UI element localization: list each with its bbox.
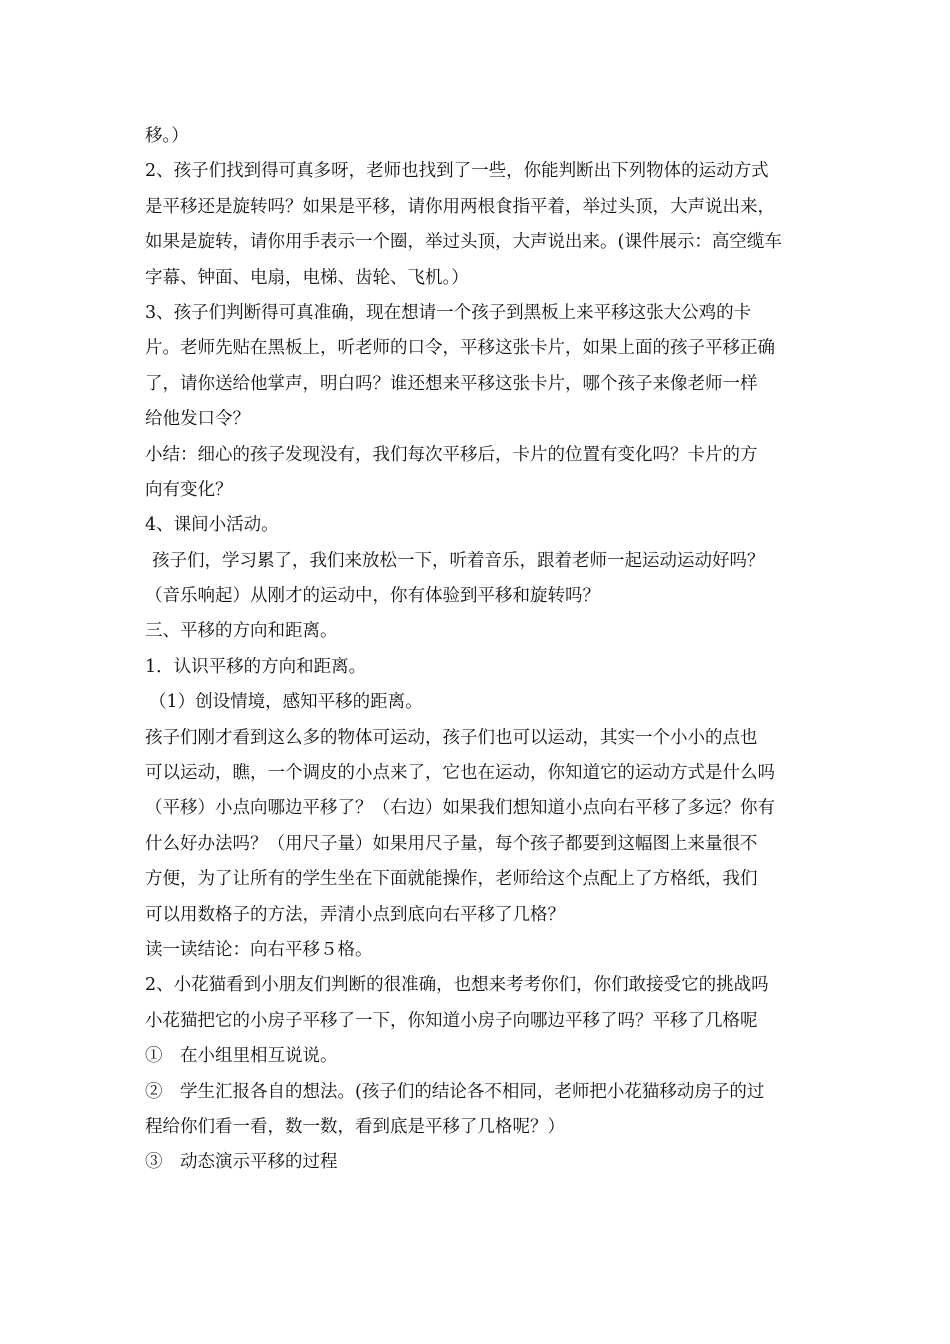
- text-line: 给他发口令？: [145, 409, 250, 430]
- text-line: 字幕、钟面、电扇，电梯、齿轮、飞机。）: [145, 267, 469, 288]
- text-line: 2、小花猫看到小朋友们判断的很准确，也想来考考你们，你们敢接受它的挑战吗: [145, 975, 769, 996]
- text-line: 程给你们看一看，数一数，看到底是平移了几格呢？）: [145, 1116, 565, 1137]
- text-line: 可以运动，瞧，一个调皮的小点来了，它也在运动，你知道它的运动方式是什么吗: [145, 763, 775, 784]
- text-line: 3、孩子们判断得可真准确，现在想请一个孩子到黑板上来平移这张大公鸡的卡: [145, 302, 752, 323]
- text-line: 了，请你送给他掌声，明白吗？谁还想来平移这张卡片，哪个孩子来像老师一样: [145, 373, 758, 394]
- text-line: 2、孩子们找到得可真多呀，老师也找到了一些，你能判断出下列物体的运动方式: [145, 161, 769, 182]
- text-line: 是平移还是旋转吗？如果是平移，请你用两根食指平着，举过头顶，大声说出来，: [145, 196, 775, 217]
- text-line: 读一读结论：向右平移５格。: [145, 939, 373, 960]
- text-line: （平移）小点向哪边平移了？（右边）如果我们想知道小点向右平移了多远？你有: [145, 798, 775, 819]
- text-line: 移。）: [145, 126, 189, 146]
- text-line: 孩子们，学习累了，我们来放松一下，听着音乐，跟着老师一起运动运动好吗？: [152, 550, 765, 571]
- text-line: 什么好办法吗？（用尺子量）如果用尺子量，每个孩子都要到这幅图上来量很不: [145, 833, 758, 854]
- text-line: 小花猫把它的小房子平移了一下，你知道小房子向哪边平移了吗？平移了几格呢: [145, 1010, 758, 1031]
- list-item: ① 在小组里相互说说。: [145, 1046, 338, 1067]
- subsection-heading: 1．认识平移的方向和距离。: [145, 656, 367, 677]
- list-item: ② 学生汇报各自的想法。(孩子们的结论各不相同，老师把小花猫移动房子的过: [145, 1081, 765, 1102]
- text-line: 孩子们刚才看到这么多的物体可运动，孩子们也可以运动，其实一个小小的点也: [145, 727, 758, 748]
- text-line: 片。老师先贴在黑板上，听老师的口令，平移这张卡片，如果上面的孩子平移正确: [145, 338, 775, 359]
- text-line: 4、课间小活动。: [145, 515, 279, 536]
- text-line: 向有变化？: [145, 479, 233, 500]
- section-heading: 三、平移的方向和距离。: [145, 621, 338, 642]
- document-body: [145, 119, 810, 1181]
- list-item: ③ 动态演示平移的过程: [145, 1152, 338, 1173]
- text-line: 如果是旋转，请你用手表示一个圈，举过头顶，大声说出来。(课件展示：高空缆车: [145, 232, 782, 253]
- text-line: 方便，为了让所有的学生坐在下面就能操作，老师给这个点配上了方格纸，我们: [145, 869, 758, 890]
- subsection-heading: （1）创设情境，感知平移的距离。: [149, 692, 423, 713]
- text-line: （音乐响起）从刚才的运动中，你有体验到平移和旋转吗？: [145, 586, 600, 607]
- text-line: 小结：细心的孩子发现没有，我们每次平移后，卡片的位置有变化吗？卡片的方: [145, 444, 758, 465]
- text-line: 可以用数格子的方法，弄清小点到底向右平移了几格？: [145, 904, 565, 925]
